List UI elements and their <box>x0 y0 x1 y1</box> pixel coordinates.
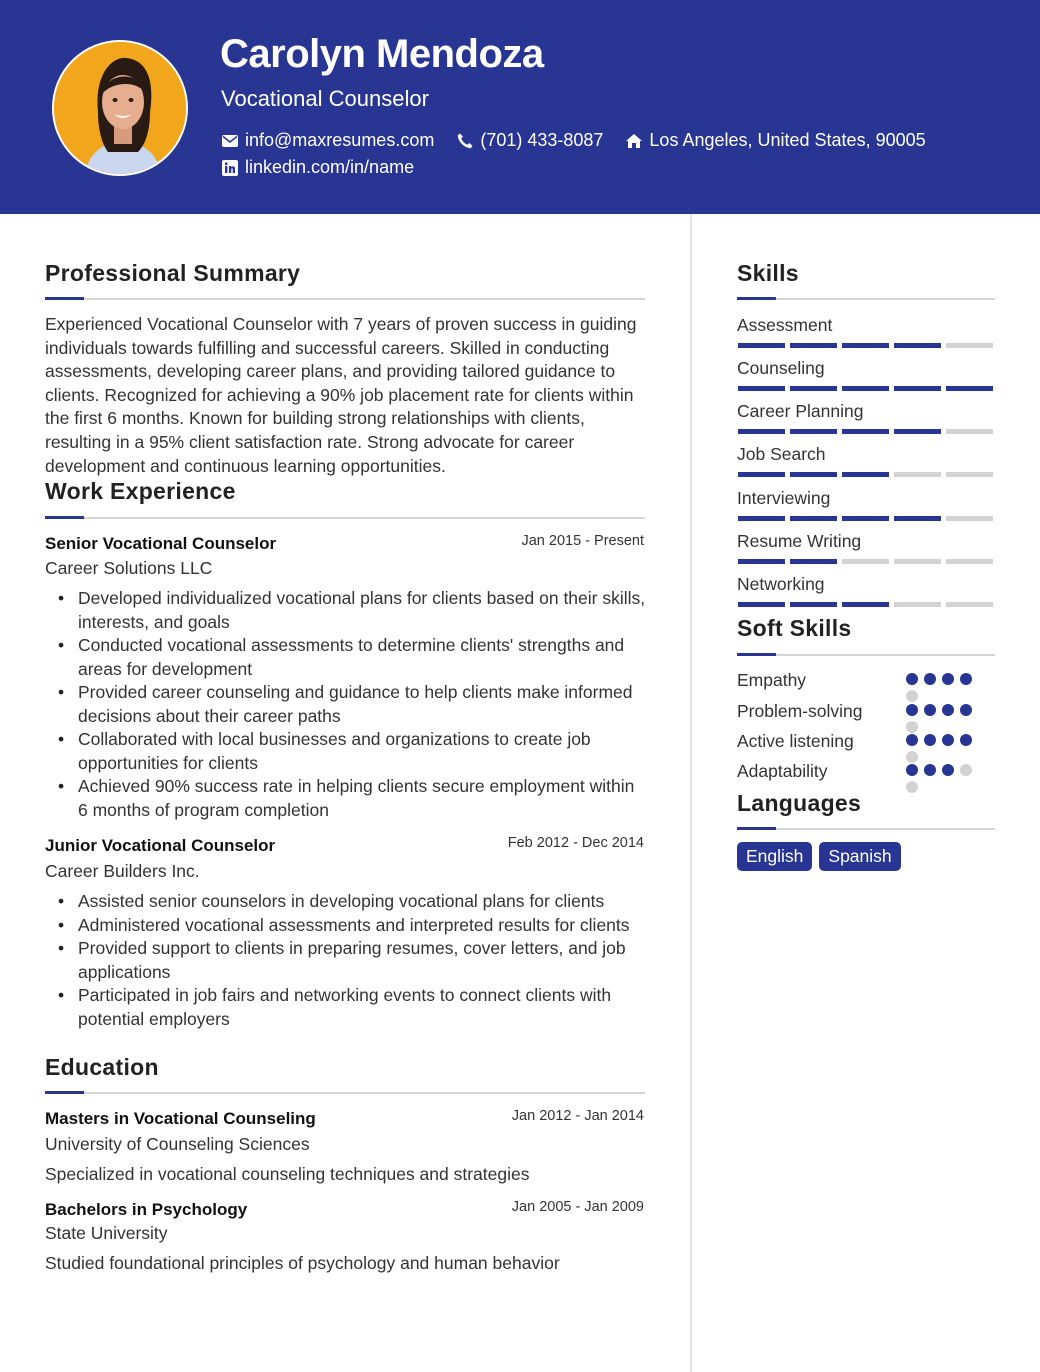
list-item: • Provided career counseling and guidance to help clients make informed decisions about their career paths <box>78 681 648 728</box>
experience-accent <box>45 516 84 519</box>
candidate-role: Vocational Counselor <box>221 86 429 111</box>
contact-location <box>625 130 925 151</box>
skill-level-segment <box>842 386 889 391</box>
profile-photo-illustration <box>54 42 188 176</box>
summary-heading: Professional Summary <box>45 260 301 286</box>
degree-title: Masters in Vocational Counseling <box>45 1109 316 1128</box>
location-text: Los Angeles, United States, 90005 <box>649 130 926 150</box>
soft-skill-name: Empathy <box>737 670 807 690</box>
experience-divider <box>45 517 645 519</box>
language-badge: English <box>737 842 812 871</box>
list-item: • Participated in job fairs and networking events to connect clients with potential employers <box>78 984 648 1031</box>
email-text: info@maxresumes.com <box>245 130 435 150</box>
job-company: Career Solutions LLC <box>45 558 213 578</box>
skill-level-segment <box>946 386 993 391</box>
soft-skill-dot <box>942 673 954 685</box>
soft-skill-dot <box>906 704 918 716</box>
skill-name: Job Search <box>737 444 826 464</box>
job-company: Career Builders Inc. <box>45 861 200 881</box>
language-badges <box>737 842 901 871</box>
linkedin-icon <box>221 159 239 177</box>
education-divider <box>45 1092 645 1094</box>
skill-level-segment <box>738 386 785 391</box>
skill-level-segment <box>790 559 837 564</box>
skill-level-segment <box>894 429 941 434</box>
skill-level-segment <box>842 429 889 434</box>
list-item: • Provided support to clients in preparing resumes, cover letters, and job applications <box>78 937 648 984</box>
soft-skill-dot <box>906 734 918 746</box>
soft-skill-dot <box>924 764 936 776</box>
skill-level-segment <box>738 602 785 607</box>
education-heading: Education <box>45 1054 159 1080</box>
job-bullets <box>78 890 648 1031</box>
soft-skill-dot <box>960 704 972 716</box>
skill-level-segment <box>894 559 941 564</box>
skill-level-segment <box>894 386 941 391</box>
candidate-name: Carolyn Mendoza <box>220 32 544 76</box>
envelope-icon <box>221 132 239 150</box>
skills-accent <box>737 297 776 300</box>
skills-heading: Skills <box>737 260 799 286</box>
skill-level-segment <box>790 343 837 348</box>
soft-skill-name: Problem-solving <box>737 701 863 721</box>
contact-row <box>221 130 948 151</box>
list-item: • Conducted vocational assessments to determine clients' strengths and areas for development <box>78 634 648 681</box>
phone-text: (701) 433-8087 <box>480 130 604 150</box>
soft-skill-dot <box>924 734 936 746</box>
soft-skills-accent <box>737 653 776 656</box>
soft-skill-dot <box>906 781 918 793</box>
job-date: Jan 2015 - Present <box>521 533 644 549</box>
skill-level-segment <box>790 516 837 521</box>
skill-level-segment <box>790 472 837 477</box>
list-item: • Assisted senior counselors in developing vocational plans for clients <box>78 890 648 914</box>
resume-header <box>0 0 1040 214</box>
education-accent <box>45 1091 84 1094</box>
skill-level-segment <box>894 516 941 521</box>
soft-skill-dots <box>906 673 978 702</box>
column-divider <box>690 214 692 1372</box>
soft-skill-dots <box>906 764 978 793</box>
list-item: • Administered vocational assessments and interpreted results for clients <box>78 914 648 938</box>
languages-accent <box>737 827 776 830</box>
soft-skill-dot <box>906 721 918 733</box>
contact-email[interactable] <box>221 130 434 151</box>
phone-icon <box>456 132 474 150</box>
skill-name: Counseling <box>737 358 825 378</box>
degree-date: Jan 2005 - Jan 2009 <box>511 1199 644 1215</box>
degree-title: Bachelors in Psychology <box>45 1200 248 1219</box>
contact-row-2 <box>221 157 436 178</box>
language-badge: Spanish <box>819 842 900 871</box>
skill-level-segment <box>790 429 837 434</box>
skill-name: Career Planning <box>737 401 864 421</box>
soft-skill-name: Adaptability <box>737 761 828 781</box>
skill-level-bar <box>738 343 993 348</box>
contact-phone[interactable] <box>456 130 603 151</box>
skill-level-segment <box>738 343 785 348</box>
skill-level-segment <box>946 559 993 564</box>
skill-name: Interviewing <box>737 488 831 508</box>
skill-level-bar <box>738 386 993 391</box>
skill-level-segment <box>842 516 889 521</box>
soft-skills-heading: Soft Skills <box>737 615 852 641</box>
skill-name: Assessment <box>737 315 833 335</box>
soft-skill-dot <box>924 673 936 685</box>
job-title: Senior Vocational Counselor <box>45 534 277 553</box>
soft-skill-dots <box>906 734 978 763</box>
list-item: • Developed individualized vocational plans for clients based on their skills, interests, and goals <box>78 587 648 634</box>
skill-level-segment <box>946 602 993 607</box>
soft-skill-dot <box>942 764 954 776</box>
soft-skill-dot <box>960 734 972 746</box>
school-name: University of Counseling Sciences <box>45 1134 310 1154</box>
skill-level-segment <box>790 602 837 607</box>
soft-skill-dot <box>906 764 918 776</box>
soft-skill-dot <box>960 764 972 776</box>
degree-date: Jan 2012 - Jan 2014 <box>511 1108 644 1124</box>
soft-skill-dot <box>906 690 918 702</box>
soft-skill-dot <box>942 734 954 746</box>
skill-level-segment <box>894 602 941 607</box>
summary-accent <box>45 297 84 300</box>
experience-heading: Work Experience <box>45 478 236 504</box>
job-date: Feb 2012 - Dec 2014 <box>507 835 644 851</box>
skill-level-segment <box>790 386 837 391</box>
skill-level-segment <box>842 602 889 607</box>
skill-level-segment <box>842 343 889 348</box>
skill-name: Resume Writing <box>737 531 862 551</box>
degree-description: Specialized in vocational counseling techniques and strategies <box>45 1164 530 1184</box>
soft-skill-dots <box>906 704 978 733</box>
skill-level-bar <box>738 559 993 564</box>
linkedin-text: linkedin.com/in/name <box>245 157 415 177</box>
summary-text: Experienced Vocational Counselor with 7 years of proven success in guiding individuals towards fulfilling and successful careers. Skilled in conducting assessments, developing career plans, and providing tailored guidance to clients. Recognized for achieving a 90% job placement rate for clients within the first 6 months. Known for building strong relationships with clients, resulting in a 95% client satisfaction rate. Strong advocate for career development and continuous learning opportunities. <box>45 314 637 476</box>
skill-level-segment <box>946 472 993 477</box>
job-bullets <box>78 587 648 822</box>
skill-level-segment <box>842 472 889 477</box>
skill-level-segment <box>894 472 941 477</box>
skill-level-bar <box>738 429 993 434</box>
skill-level-segment <box>946 429 993 434</box>
soft-skill-dot <box>906 673 918 685</box>
job-title: Junior Vocational Counselor <box>45 836 276 855</box>
skill-level-segment <box>738 516 785 521</box>
soft-skill-name: Active listening <box>737 731 854 751</box>
skill-level-segment <box>894 343 941 348</box>
home-icon <box>625 132 643 150</box>
list-item: • Achieved 90% success rate in helping clients secure employment within 6 months of program completion <box>78 775 648 822</box>
skill-level-bar <box>738 472 993 477</box>
skill-level-segment <box>946 343 993 348</box>
skill-level-segment <box>738 429 785 434</box>
contact-linkedin[interactable] <box>221 157 414 178</box>
soft-skill-dot <box>960 673 972 685</box>
soft-skill-dot <box>924 704 936 716</box>
summary-divider <box>45 298 645 300</box>
skill-name: Networking <box>737 574 825 594</box>
languages-heading: Languages <box>737 790 862 816</box>
degree-description: Studied foundational principles of psychology and human behavior <box>45 1253 560 1273</box>
skill-level-segment <box>738 472 785 477</box>
skill-level-segment <box>738 559 785 564</box>
soft-skill-dot <box>906 751 918 763</box>
list-item: • Collaborated with local businesses and organizations to create job opportunities for clients <box>78 728 648 775</box>
school-name: State University <box>45 1223 168 1243</box>
soft-skill-dot <box>942 704 954 716</box>
skill-level-bar <box>738 516 993 521</box>
skill-level-segment <box>842 559 889 564</box>
skill-level-segment <box>946 516 993 521</box>
profile-photo <box>52 40 188 176</box>
skill-level-bar <box>738 602 993 607</box>
